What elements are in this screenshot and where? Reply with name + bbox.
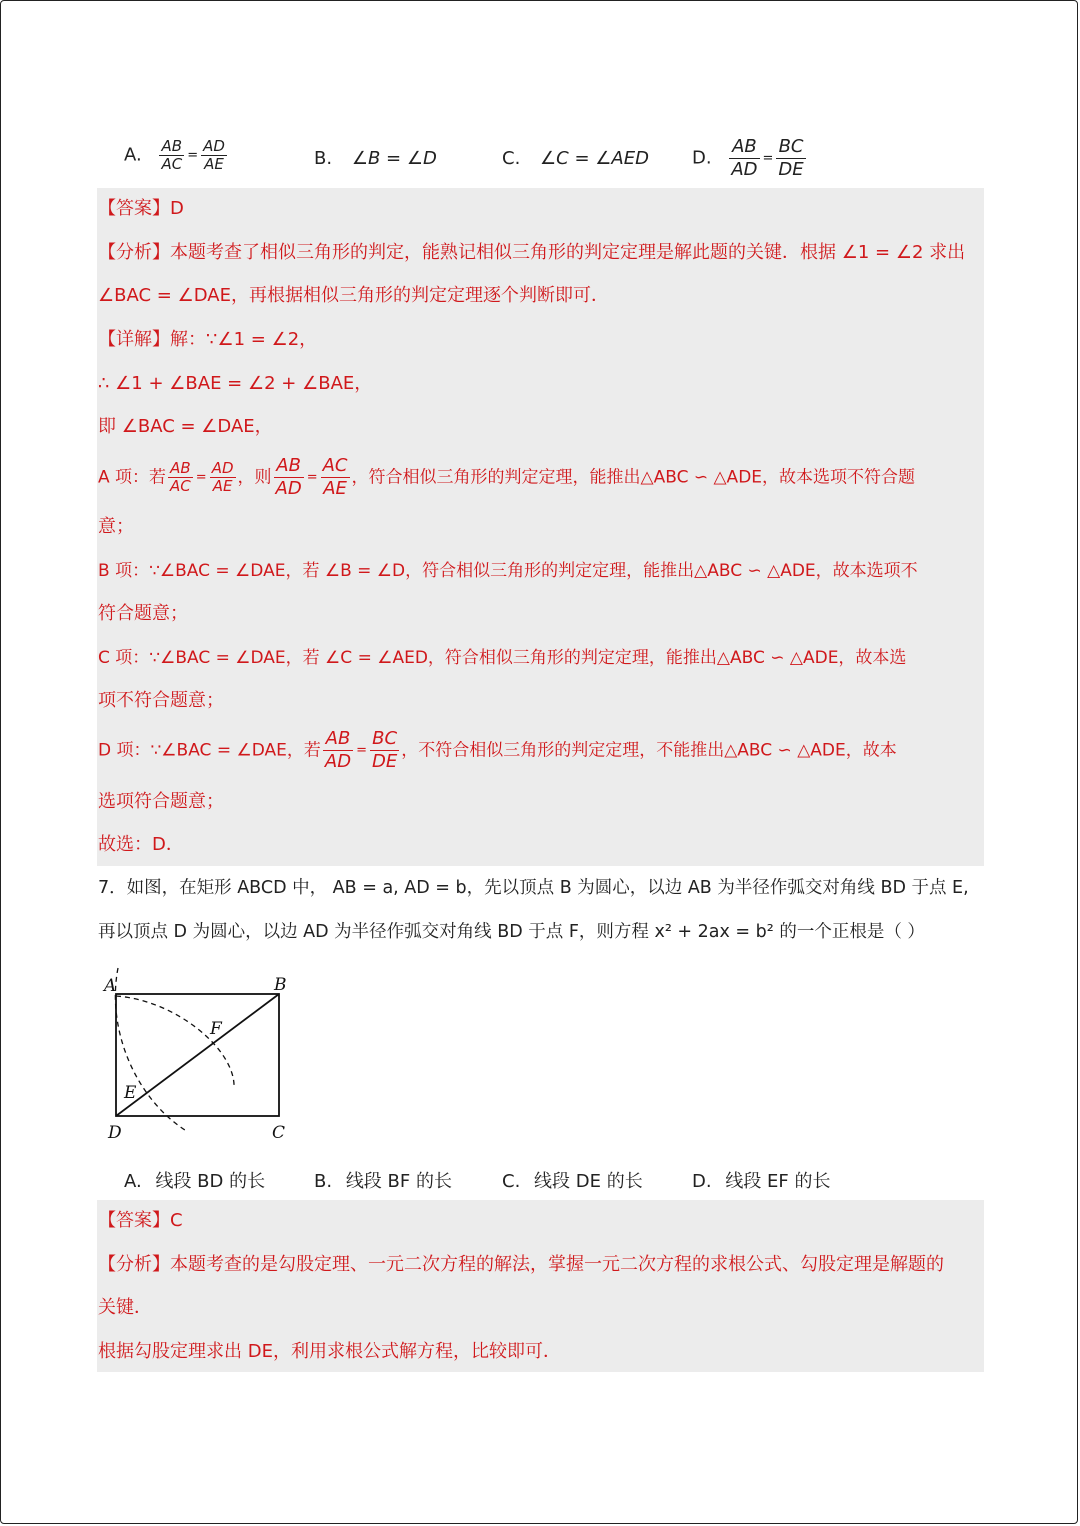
option-letter: B. (314, 1171, 333, 1192)
diagonal-bd (116, 994, 279, 1116)
q6-option-d (692, 136, 808, 181)
q6-analysis-line1: 【分析】本题考查了相似三角形的判定，能熟记相似三角形的判定定理是解此题的关键．根据 ∠1 = ∠2 求出 (98, 242, 966, 263)
frac-num: BC (776, 136, 805, 159)
fraction (274, 455, 304, 500)
frac-num: AB (168, 460, 193, 478)
frac-num: AB (323, 728, 353, 751)
fraction (323, 728, 353, 773)
option-text: 线段 EF 的长 (725, 1171, 831, 1192)
q6-item-d-line2: 选项符合题意； (98, 791, 224, 812)
q7-option-b (314, 1167, 452, 1193)
item-d-suffix: ，不符合相似三角形的判定定理，不能推出△ABC ∽ △ADE，故本 (401, 740, 897, 761)
frac-den: AE (212, 477, 233, 495)
q7-question-line2: 再以顶点 D 为圆心，以边 AD 为半径作弧交对角线 BD 于点 F，则方程 x² + 2ax = b² 的一个正根是（ ） (98, 922, 925, 942)
fraction (729, 136, 759, 181)
frac-den: AD (324, 751, 352, 772)
option-letter: A. (124, 144, 142, 166)
q7-analysis-line1: 【分析】本题考查的是勾股定理、一元二次方程的解法，掌握一元二次方程的求根公式、勾股定理是解题的 (98, 1254, 944, 1275)
frac-num: AB (159, 138, 184, 156)
q6-item-c-line1: C 项：∵∠BAC = ∠DAE，若 ∠C = ∠AED，符合相似三角形的判定定理，能推出△ABC ∽ △ADE，故本选 (98, 648, 907, 668)
q6-detail-line3: 即 ∠BAC = ∠DAE， (98, 416, 273, 437)
fraction (370, 728, 399, 773)
option-text: 线段 BD 的长 (155, 1171, 266, 1192)
option-text: ∠C = ∠AED (540, 148, 649, 169)
label-c: C (272, 1123, 286, 1143)
q7-answer: 【答案】C (98, 1210, 183, 1231)
fraction (321, 455, 350, 500)
fraction (168, 460, 193, 495)
q6-analysis-line2: ∠BAC = ∠DAE，再根据相似三角形的判定定理逐个判断即可． (98, 285, 609, 306)
q7-question-line1: 7．如图，在矩形 ABCD 中， AB = a, AD = b，先以顶点 B 为圆心，以边 AB 为半径作弧交对角线 BD 于点 E, (98, 878, 969, 898)
frac-num: AB (274, 455, 304, 478)
frac-den: AD (275, 478, 302, 499)
q7-option-d (692, 1167, 831, 1193)
q6-detail-line1: 【详解】解：∵∠1 = ∠2， (98, 329, 318, 350)
option-text: ∠B = ∠D (351, 148, 437, 169)
q7-analysis-line2: 关键． (98, 1297, 152, 1318)
label-e: E (124, 1083, 137, 1103)
q6-choose: 故选：D． (98, 834, 184, 855)
frac-den: AE (323, 478, 347, 499)
option-letter: B. (314, 148, 333, 169)
q7-figure (96, 960, 306, 1146)
frac-den: AC (170, 477, 191, 495)
frac-den: AC (161, 155, 183, 173)
equals: = (187, 148, 199, 163)
fraction (201, 138, 227, 173)
fraction (776, 136, 805, 181)
q6-detail-line2: ∴ ∠1 + ∠BAE = ∠2 + ∠BAE， (98, 373, 373, 394)
q6-item-a-line2: 意； (98, 516, 134, 537)
label-f: F (210, 1019, 222, 1039)
fraction (210, 460, 236, 495)
q7-analysis-line3: 根据勾股定理求出 DE，利用求根公式解方程，比较即可． (98, 1341, 561, 1362)
item-a-mid: ，则 (237, 467, 272, 488)
q6-item-a: A 项：若 $\frac{AB}{AC}$ = $\frac{AD}{AE}$ ，则 $\frac{AB}{AD}$ = $\frac{AC}{AE}$ ，符合相似三角形的判定定理，能推出△ABC ∽ △ADE，故本选项不符合题 (98, 455, 916, 499)
q6-answer: 【答案】D (98, 198, 184, 219)
fraction (159, 138, 184, 173)
q6-option-a (124, 138, 229, 173)
frac-num: BC (370, 728, 399, 751)
q6-option-c (502, 148, 649, 169)
option-letter: D. (692, 147, 712, 169)
label-d: D (108, 1123, 122, 1143)
frac-den: DE (371, 751, 398, 772)
option-text: 线段 DE 的长 (534, 1171, 643, 1192)
frac-num: AD (211, 459, 234, 477)
option-text: 线段 BF 的长 (345, 1171, 452, 1192)
equals: = (762, 151, 774, 166)
q6-item-b-line1: B 项：∵∠BAC = ∠DAE，若 ∠B = ∠D，符合相似三角形的判定定理，能推出△ABC ∽ △ADE，故本选项不 (98, 561, 918, 581)
frac-num: AC (322, 455, 348, 476)
item-a-prefix: A 项：若 (98, 467, 167, 488)
q7-option-a (124, 1167, 265, 1193)
option-letter: C. (502, 1171, 521, 1192)
q6-option-b (314, 148, 437, 169)
option-letter: D. (692, 1171, 712, 1192)
q7-option-c (502, 1167, 643, 1193)
frac-den: DE (778, 159, 804, 180)
frac-num: AD (203, 137, 225, 155)
frac-den: AD (731, 159, 758, 180)
option-letter: C. (502, 148, 521, 169)
label-b: B (274, 975, 287, 995)
q6-item-c-line2: 项不符合题意； (98, 690, 224, 711)
item-a-suffix: ，符合相似三角形的判定定理，能推出△ABC ∽ △ADE，故本选项不符合题 (351, 467, 916, 488)
option-letter: A. (124, 1171, 142, 1192)
q6-item-d: D 项：∵∠BAC = ∠DAE，若 $\frac{AB}{AD}$ = $\frac{BC}{DE}$ ，不符合相似三角形的判定定理，不能推出△ABC ∽ △ADE，故本 (98, 728, 897, 772)
q6-item-b-line2: 符合题意； (98, 603, 188, 624)
item-d-prefix: D 项：∵∠BAC = ∠DAE，若 (98, 740, 321, 761)
frac-den: AE (204, 155, 224, 173)
frac-num: AB (729, 136, 759, 159)
label-a: A (104, 976, 117, 996)
